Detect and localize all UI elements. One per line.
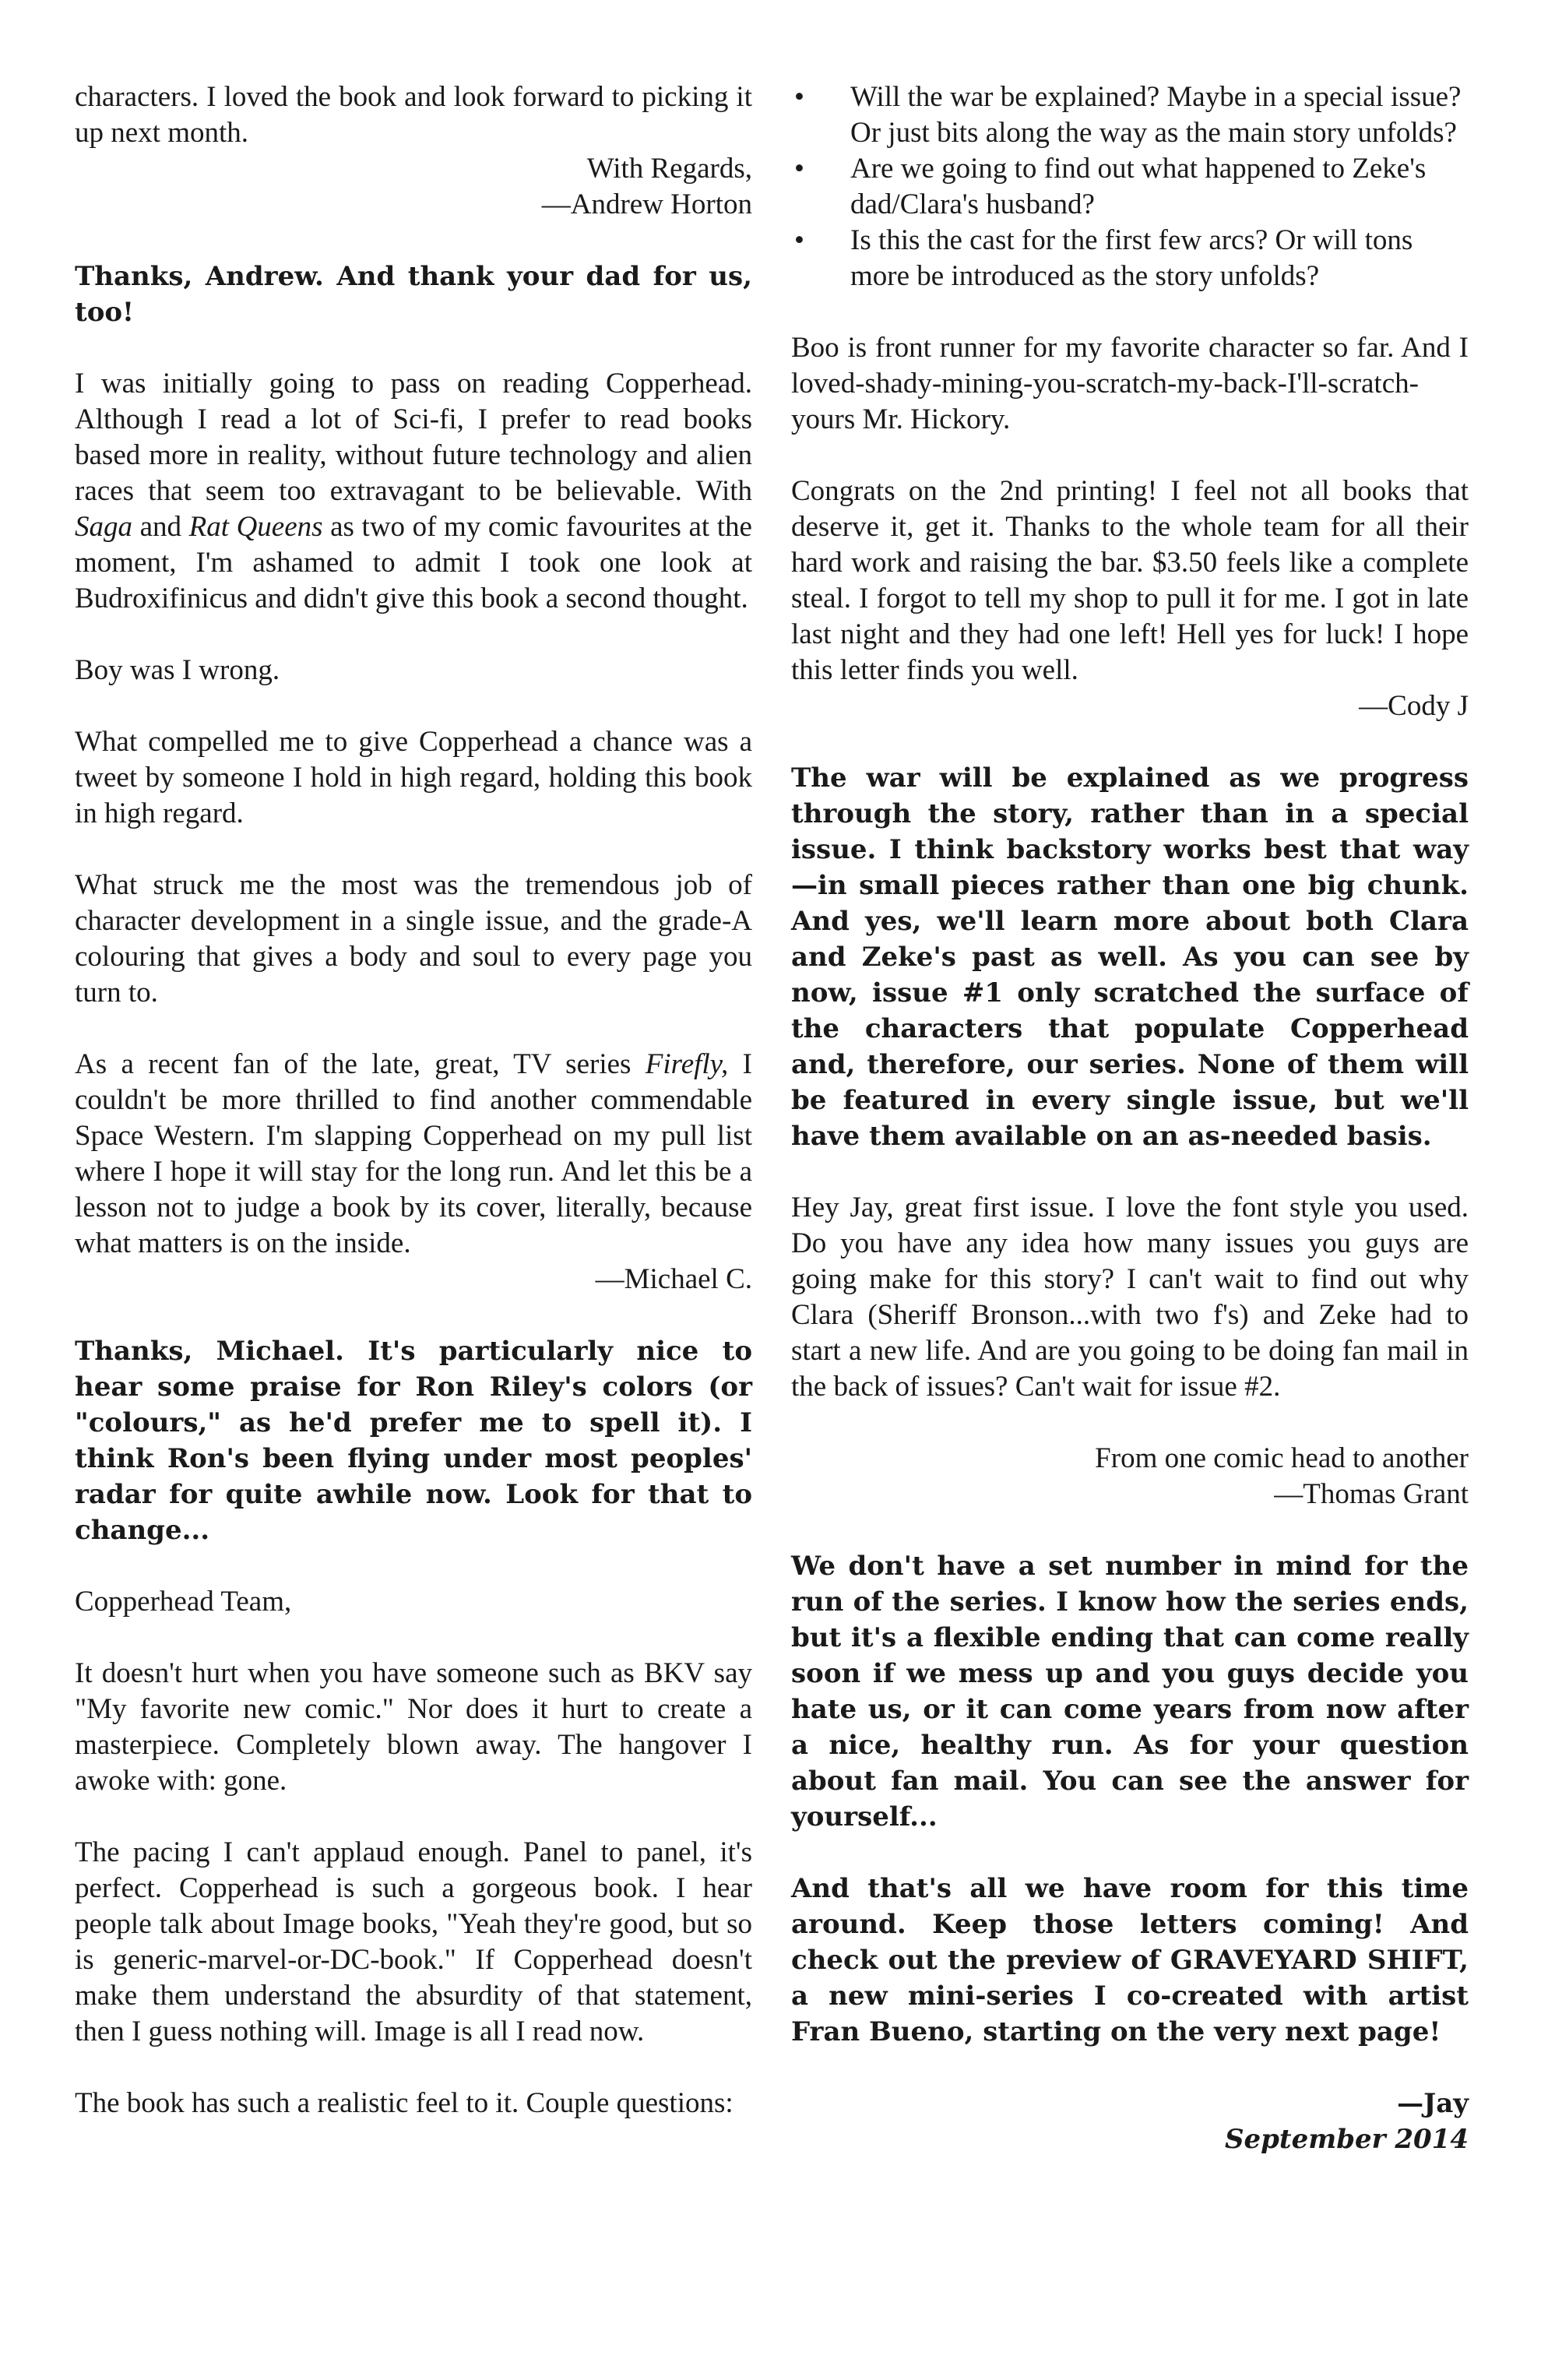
text-run: As a recent fan of the late, great, TV series <box>75 1048 646 1080</box>
editor-signature: —Jay <box>1397 2088 1469 2119</box>
letter-text: The book has such a realistic feel to it. Couple questions: <box>75 2087 734 2119</box>
signature-author: —Michael C. <box>595 1263 752 1295</box>
letter-text: Hey Jay, great first issue. I love the font style you used. Do you have any idea how many issues you guys are going make for this story? I can't wait to find out why Clara (Sheriff Bronson...with two f's) and Zeke had to start a new life. And are you going to be doing fan mail in the back of issues? Can't wait for issue #2. <box>791 1192 1469 1403</box>
letter-greeting: Copperhead Team, <box>75 1586 292 1618</box>
text-run: I couldn't be more thrilled to find another commendable Space Western. I'm slapping Copperhead on my pull list where I hope it will stay for the long run. And let this be a lesson not to judge a book by its cover, literally, because what matters is on the inside. <box>75 1048 752 1259</box>
signature-author: —Thomas Grant <box>1274 1478 1469 1510</box>
letter-text: Boy was I wrong. <box>75 654 280 686</box>
title-saga: Saga <box>75 511 132 543</box>
left-column <box>75 79 752 2121</box>
title-firefly: Firefly, <box>645 1048 729 1080</box>
list-item-text: Is this the cast for the first few arcs? Or will tons more be introduced as the story unfolds? <box>850 224 1413 292</box>
bullet-icon: • <box>794 153 804 185</box>
editor-reply: Thanks, Michael. It's particularly nice to hear some praise for Ron Riley's colors (or "colours," as he'd prefer me to spell it). I think Ron's been flying under most peoples' radar for quite awhile now. Look for that to change... <box>75 1336 752 1546</box>
list-item <box>791 151 1469 223</box>
editor-reply: Thanks, Andrew. And thank your dad for us, too! <box>75 261 752 328</box>
bullet-icon: • <box>794 81 804 113</box>
list-item <box>791 79 1469 151</box>
letter-text <box>75 366 752 617</box>
bullet-icon: • <box>794 224 804 256</box>
signature-author: —Andrew Horton <box>541 188 752 220</box>
editor-closing: And that's all we have room for this time around. Keep those letters coming! And check out the preview of GRAVEYARD SHIFT, a new mini-series I co-created with artist Fran Bueno, starting on the very next page! <box>791 1873 1469 2047</box>
text-run: as two of my comic favourites at the moment, I'm ashamed to admit I took one look at Budroxifinicus and didn't give this book a second thought. <box>75 511 752 614</box>
signature-line: From one comic head to another <box>1095 1442 1469 1474</box>
letter-text <box>75 1047 752 1262</box>
letter-text: It doesn't hurt when you have someone such as BKV say "My favorite new comic." Nor does it hurt to create a masterpiece. Completely blown away. The hangover I awoke with: gone. <box>75 1657 752 1797</box>
editor-reply: The war will be explained as we progress through the story, rather than in a special issue. I think backstory works best that way —in small pieces rather than one big chunk. And yes, we'll learn more about both Clara and Zeke's past as well. As you can see by now, issue #1 only scratched the surface of the characters that populate Copperhead and, therefore, our series. None of them will be featured in every single issue, but we'll have them available on an as-needed basis. <box>791 762 1469 1152</box>
signature-line: With Regards, <box>586 153 752 185</box>
question-list <box>791 79 1469 294</box>
right-column <box>791 79 1469 2157</box>
letter-text: What compelled me to give Copperhead a chance was a tweet by someone I hold in high regard, holding this book in high regard. <box>75 726 752 829</box>
title-rat-queens: Rat Queens <box>188 511 323 543</box>
list-item <box>791 223 1469 294</box>
letter-text: Boo is front runner for my favorite character so far. And I loved-shady-mining-you-scratch-my-back-I'll-scratch-yours Mr. Hickory. <box>791 332 1469 435</box>
letter-text: What struck me the most was the tremendous job of character development in a single issue, and the grade-A colouring that gives a body and soul to every page you turn to. <box>75 869 752 1009</box>
text-run: and <box>132 511 189 543</box>
text-run: I was initially going to pass on reading Copperhead. Although I read a lot of Sci-fi, I prefer to read books based more in reality, without future technology and alien races that seem too extravagant to be believable. With <box>75 368 752 507</box>
letter-text: Congrats on the 2nd printing! I feel not all books that deserve it, get it. Thanks to the whole team for all their hard work and raising the bar. $3.50 feels like a complete steal. I forgot to tell my shop to pull it for me. I got in late last night and they had one left! Hell yes for luck! I hope this letter finds you well. <box>791 475 1469 686</box>
letter-text: The pacing I can't applaud enough. Panel to panel, it's perfect. Copperhead is such a gorgeous book. I hear people talk about Image books, "Yeah they're good, but so is generic-marvel-or-DC-book." If Copperhead doesn't make them understand the absurdity of that statement, then I guess nothing will. Image is all I read now. <box>75 1836 752 2047</box>
signature-author: —Cody J <box>1359 690 1469 722</box>
letter-text: characters. I loved the book and look forward to picking it up next month. <box>75 81 752 149</box>
list-item-text: Will the war be explained? Maybe in a special issue? Or just bits along the way as the main story unfolds? <box>850 81 1462 149</box>
issue-date: September 2014 <box>1224 2124 1469 2155</box>
editor-reply: We don't have a set number in mind for the run of the series. I know how the series ends, but it's a flexible ending that can come really soon if we mess up and you guys decide you hate us, or it can come years from now after a nice, healthy run. As for your question about fan mail. You can see the answer for yourself... <box>791 1551 1469 1833</box>
list-item-text: Are we going to find out what happened to Zeke's dad/Clara's husband? <box>850 153 1427 220</box>
